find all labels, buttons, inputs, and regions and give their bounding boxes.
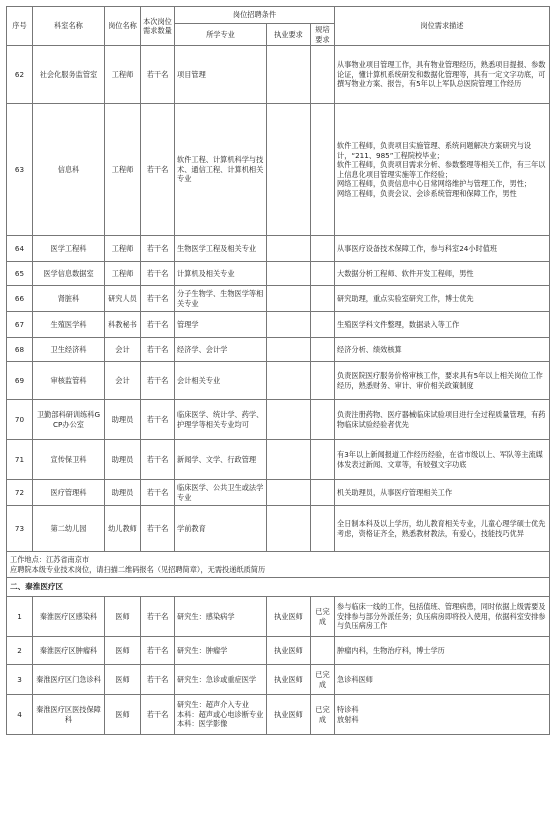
practice-cell: 执业医师 [267, 695, 311, 735]
desc-cell: 急诊科医师 [335, 665, 550, 695]
dept-cell: 秦淮医疗区门急诊科 [33, 665, 105, 695]
table-body-qinhuai [7, 597, 550, 735]
table-row [7, 362, 550, 400]
seq-cell: 68 [7, 338, 33, 362]
post-cell: 医师 [105, 597, 141, 637]
practice-cell: 执业医师 [267, 665, 311, 695]
post-cell: 助理员 [105, 400, 141, 440]
dept-cell: 肾脏科 [33, 286, 105, 312]
seq-cell: 3 [7, 665, 33, 695]
desc-cell: 从事物业项目管理工作，具有物业管理经历，熟悉项目提报、参数论证，懂计算机系统研发和数据化管理等，具有一定文字功底，可撰写物业方案、报告，有5年以上军队总医院管理工作经历 [335, 46, 550, 104]
major-cell: 生物医学工程及相关专业 [175, 236, 267, 262]
header-training: 规培要求 [311, 24, 335, 46]
dept-cell: 卫勤部科研训练科GCP办公室 [33, 400, 105, 440]
dept-cell: 秦淮医疗区肿瘤科 [33, 637, 105, 665]
table-row [7, 695, 550, 735]
dept-cell: 社会化服务监管室 [33, 46, 105, 104]
practice-cell: 执业医师 [267, 597, 311, 637]
recruitment-table [6, 6, 550, 735]
need-cell: 若干名 [141, 362, 175, 400]
seq-cell: 66 [7, 286, 33, 312]
desc-cell: 机关助理员，从事医疗管理相关工作 [335, 480, 550, 506]
section-title: 二、秦淮医疗区 [7, 578, 550, 597]
table-row [7, 506, 550, 552]
table-row [7, 262, 550, 286]
desc-cell: 肿瘤内科，生物治疗科，博士学历 [335, 637, 550, 665]
desc-cell: 参与临床一线的工作，包括值班、管理病患，同时依据上级需要及安排参与部分外派任务；负压病房即将投入使用，依据科室安排参与负压病房工作 [335, 597, 550, 637]
major-cell: 研究生：急诊或重症医学 [175, 665, 267, 695]
table-row [7, 400, 550, 440]
major-cell: 研究生：超声介入专业 本科：超声或心电诊断专业 本科：医学影像 [175, 695, 267, 735]
training-cell [311, 286, 335, 312]
post-cell: 医师 [105, 637, 141, 665]
need-cell: 若干名 [141, 236, 175, 262]
need-cell: 若干名 [141, 400, 175, 440]
training-cell [311, 440, 335, 480]
post-cell: 工程师 [105, 236, 141, 262]
post-cell: 助理员 [105, 440, 141, 480]
training-cell [311, 506, 335, 552]
training-cell [311, 637, 335, 665]
header-major: 所学专业 [175, 24, 267, 46]
major-cell: 分子生物学、生物医学等相关专业 [175, 286, 267, 312]
seq-cell: 72 [7, 480, 33, 506]
seq-cell: 71 [7, 440, 33, 480]
major-cell: 会计相关专业 [175, 362, 267, 400]
seq-cell: 67 [7, 312, 33, 338]
table-body-hq [7, 46, 550, 552]
desc-cell: 负责医院医疗服务价格审核工作，要求具有5年以上相关岗位工作经历，熟悉财务、审计、审价相关政策制度 [335, 362, 550, 400]
need-cell: 若干名 [141, 506, 175, 552]
application-note: 应聘院本级专业技术岗位，请扫描二维码报名（见招聘简章），无需投递纸质简历 [10, 564, 266, 574]
post-cell: 医师 [105, 665, 141, 695]
table-row [7, 46, 550, 104]
dept-cell: 审核监管科 [33, 362, 105, 400]
practice-cell [267, 46, 311, 104]
major-cell: 新闻学、文学、行政管理 [175, 440, 267, 480]
work-location-note: 工作地点：江苏省南京市 [10, 555, 90, 564]
post-cell: 医师 [105, 695, 141, 735]
practice-cell [267, 362, 311, 400]
dept-cell: 医学信息数据室 [33, 262, 105, 286]
post-cell: 科教秘书 [105, 312, 141, 338]
note-cell [7, 552, 550, 578]
header-post: 岗位名称 [105, 7, 141, 46]
major-cell: 临床医学、公共卫生或法学专业 [175, 480, 267, 506]
seq-cell: 69 [7, 362, 33, 400]
training-cell [311, 312, 335, 338]
table-row [7, 597, 550, 637]
need-cell: 若干名 [141, 597, 175, 637]
need-cell: 若干名 [141, 480, 175, 506]
major-cell: 计算机及相关专业 [175, 262, 267, 286]
major-cell: 管理学 [175, 312, 267, 338]
major-cell: 临床医学、统计学、药学、护理学等相关专业均可 [175, 400, 267, 440]
training-cell [311, 362, 335, 400]
practice-cell [267, 338, 311, 362]
need-cell: 若干名 [141, 665, 175, 695]
desc-cell: 生殖医学科文件整理，数据录入等工作 [335, 312, 550, 338]
table-row [7, 665, 550, 695]
table-row [7, 440, 550, 480]
dept-cell: 秦淮医疗区感染科 [33, 597, 105, 637]
training-cell [311, 480, 335, 506]
practice-cell [267, 104, 311, 236]
major-cell: 经济学、会计学 [175, 338, 267, 362]
table-row [7, 637, 550, 665]
table-row [7, 312, 550, 338]
desc-cell: 经济分析、绩效核算 [335, 338, 550, 362]
practice-cell [267, 400, 311, 440]
seq-cell: 73 [7, 506, 33, 552]
post-cell: 工程师 [105, 262, 141, 286]
desc-cell: 大数据分析工程师、软件开发工程师，男性 [335, 262, 550, 286]
training-cell: 已完成 [311, 665, 335, 695]
header-dept: 科室名称 [33, 7, 105, 46]
dept-cell: 生殖医学科 [33, 312, 105, 338]
training-cell [311, 104, 335, 236]
table-row [7, 480, 550, 506]
desc-cell: 全日制本科及以上学历，幼儿教育相关专业，儿童心理学硕士优先考虑，资格证齐全，熟悉教材教法，有爱心，技能技巧优异 [335, 506, 550, 552]
seq-cell: 4 [7, 695, 33, 735]
training-cell: 已完成 [311, 597, 335, 637]
header-conditions: 岗位招聘条件 [175, 7, 335, 24]
desc-cell: 软件工程师，负责项目实施管理、系统问题解决方案研究与设计，“211、985”工程院校毕业； 软件工程师，负责项目需求分析、参数整理等相关工作，有三年以上信息化项目管理实施等工作经验； 网络工程师，负责信息中心日常网络维护与管理工作，男性； 网络工程师，负责会议、会诊系统管理和保障工作，男性 [335, 104, 550, 236]
training-cell [311, 262, 335, 286]
post-cell: 助理员 [105, 480, 141, 506]
need-cell: 若干名 [141, 286, 175, 312]
need-cell: 若干名 [141, 440, 175, 480]
desc-cell: 有3年以上新闻报道工作经历经验，在省市级以上、军队等主流媒体发表过新闻、文章等，有较强文字功底 [335, 440, 550, 480]
major-cell: 学前教育 [175, 506, 267, 552]
dept-cell: 医学工程科 [33, 236, 105, 262]
practice-cell [267, 312, 311, 338]
practice-cell [267, 262, 311, 286]
post-cell: 工程师 [105, 46, 141, 104]
note-row [7, 552, 550, 578]
section-row [7, 578, 550, 597]
training-cell [311, 400, 335, 440]
need-cell: 若干名 [141, 338, 175, 362]
seq-cell: 62 [7, 46, 33, 104]
post-cell: 研究人员 [105, 286, 141, 312]
dept-cell: 信息科 [33, 104, 105, 236]
seq-cell: 64 [7, 236, 33, 262]
dept-cell: 医疗管理科 [33, 480, 105, 506]
post-cell: 会计 [105, 362, 141, 400]
desc-cell: 负责注册药物、医疗器械临床试验项目进行全过程质量管理，有药物临床试验经验者优先 [335, 400, 550, 440]
header-practice: 执业要求 [267, 24, 311, 46]
practice-cell [267, 440, 311, 480]
practice-cell [267, 286, 311, 312]
table-row [7, 338, 550, 362]
practice-cell [267, 236, 311, 262]
dept-cell: 卫生经济科 [33, 338, 105, 362]
major-cell: 研究生：肿瘤学 [175, 637, 267, 665]
practice-cell: 执业医师 [267, 637, 311, 665]
practice-cell [267, 506, 311, 552]
table-row [7, 286, 550, 312]
need-cell: 若干名 [141, 104, 175, 236]
dept-cell: 第二幼儿园 [33, 506, 105, 552]
need-cell: 若干名 [141, 262, 175, 286]
practice-cell [267, 480, 311, 506]
seq-cell: 1 [7, 597, 33, 637]
need-cell: 若干名 [141, 46, 175, 104]
major-cell: 软件工程、计算机科学与技术、通信工程、计算机相关专业 [175, 104, 267, 236]
training-cell: 已完成 [311, 695, 335, 735]
need-cell: 若干名 [141, 637, 175, 665]
seq-cell: 70 [7, 400, 33, 440]
dept-cell: 宣传保卫科 [33, 440, 105, 480]
need-cell: 若干名 [141, 312, 175, 338]
major-cell: 项目管理 [175, 46, 267, 104]
desc-cell: 特诊科 放射科 [335, 695, 550, 735]
seq-cell: 65 [7, 262, 33, 286]
table-row [7, 236, 550, 262]
desc-cell: 从事医疗设备技术保障工作，参与科室24小时值班 [335, 236, 550, 262]
table-row [7, 104, 550, 236]
post-cell: 幼儿教师 [105, 506, 141, 552]
desc-cell: 研究助理，重点实验室研究工作，博士优先 [335, 286, 550, 312]
training-cell [311, 236, 335, 262]
training-cell [311, 338, 335, 362]
major-cell: 研究生：感染病学 [175, 597, 267, 637]
post-cell: 工程师 [105, 104, 141, 236]
seq-cell: 2 [7, 637, 33, 665]
need-cell: 若干名 [141, 695, 175, 735]
training-cell [311, 46, 335, 104]
header-need: 本次岗位需求数量 [141, 7, 175, 46]
header-seq: 序号 [7, 7, 33, 46]
header-desc: 岗位需求描述 [335, 7, 550, 46]
post-cell: 会计 [105, 338, 141, 362]
dept-cell: 秦淮医疗区医技保障科 [33, 695, 105, 735]
seq-cell: 63 [7, 104, 33, 236]
